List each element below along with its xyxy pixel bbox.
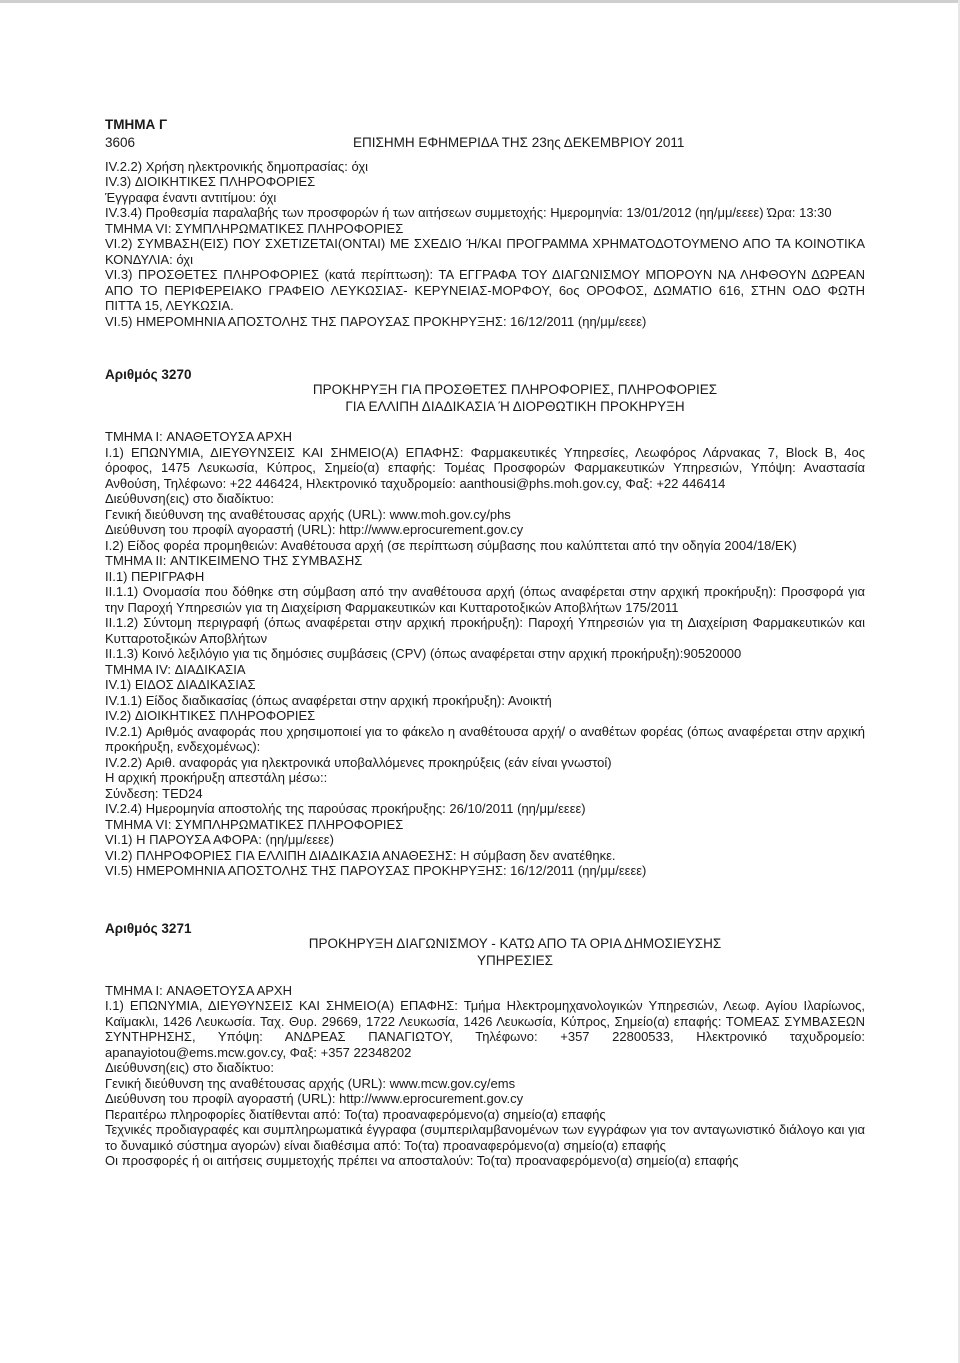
text-line: I.1) ΕΠΩΝΥΜΙΑ, ΔΙΕΥΘΥΝΣΕΙΣ ΚΑΙ ΣΗΜΕΙΟ(Α) ΕΠΑΦΗΣ: Φαρμακευτικές Υπηρεσίες, Λεωφόρος Λάρνακας 7, Block B, 4ος όροφος, 1475 Λευκωσία, Κύπρος, Σημείο(α) επαφής: Τομέας Προσφορών Φαρμακευτικών Υπηρεσιών, Υπόψη: Αναστασία Ανθούση, Τηλέφωνο: +22 446424, Ηλεκτρονικό ταχυδρομείο: aanthousi@phs.moh.gov.cy, Φαξ: +22 446414 — [105, 444, 865, 491]
text-line: IV.1.1) Είδος διαδικασίας (όπως αναφέρεται στην αρχική προκήρυξη): Ανοικτή — [105, 692, 552, 708]
text-line: II.1) ΠΕΡΙΓΡΑΦΗ — [105, 568, 205, 584]
text-line: Σύνδεση: TED24 — [105, 785, 203, 801]
page-number: 3606 — [105, 134, 136, 150]
gazette-title: ΕΠΙΣΗΜΗ ΕΦΗΜΕΡΙΔΑ ΤΗΣ 23ης ΔΕΚΕΜΒΡΙΟΥ 2011 — [353, 134, 685, 150]
text-line: ΤΜΗΜΑ I: ΑΝΑΘΕΤΟΥΣΑ ΑΡΧΗ — [105, 982, 292, 998]
text-line: IV.2.1) Αριθμός αναφοράς που χρησιμοποιεί για το φάκελο η αναθέτουσα αρχή/ ο αναθέτων φορέας (όπως αναφέρεται στην αρχική προκήρυξη, ενδεχομένως): — [105, 723, 865, 754]
text-line: ΤΜΗΜΑ VI: ΣΥΜΠΛΗΡΩΜΑΤΙΚΕΣ ΠΛΗΡΟΦΟΡΙΕΣ — [105, 816, 404, 832]
text-line: ΤΜΗΜΑ IV: ΔΙΑΔΙΚΑΣΙΑ — [105, 661, 246, 677]
page-header — [105, 135, 865, 152]
text-line: VI.2) ΠΛΗΡΟΦΟΡΙΕΣ ΓΙΑ ΕΛΛΙΠΗ ΔΙΑΔΙΚΑΣΙΑ ΑΝΑΘΕΣΗΣ: Η σύμβαση δεν ανατέθηκε. — [105, 847, 616, 863]
text-line: VI.1) Η ΠΑΡΟΥΣΑ ΑΦΟΡΑ: (ηη/μμ/εεεε) — [105, 832, 334, 847]
text-line: IV.3.4) Προθεσμία παραλαβής των προσφορών ή των αιτήσεων συμμετοχής: Ημερομηνία: 13/01/2012 (ηη/μμ/εεεε) Ώρα: 13:30 — [105, 205, 832, 220]
text-line: IV.2.2) Αριθ. αναφοράς για ηλεκτρονικά υποβαλλόμενες προκηρύξεις (εάν είναι γνωστοί) — [105, 754, 612, 770]
text-line: VI.5) ΗΜΕΡΟΜΗΝΙΑ ΑΠΟΣΤΟΛΗΣ ΤΗΣ ΠΑΡΟΥΣΑΣ ΠΡΟΚΗΡΥΞΗΣ: 16/12/2011 (ηη/μμ/εεεε) — [105, 863, 647, 878]
text-line: I.2) Είδος φορέα προμηθειών: Αναθέτουσα αρχή (σε περίπτωση σύμβασης που καλύπτεται από την οδηγία 2004/18/ΕΚ) — [105, 537, 797, 553]
text-line: Διεύθυνση(εις) στο διαδίκτυο: — [105, 491, 274, 506]
text-line: ΤΜΗΜΑ II: ΑΝΤΙΚΕΙΜΕΝΟ ΤΗΣ ΣΥΜΒΑΣΗΣ — [105, 553, 363, 568]
text-line: Διεύθυνση(εις) στο διαδίκτυο: — [105, 1060, 274, 1075]
notice-number: Αριθμός 3270 — [105, 367, 192, 382]
notice-title-line: ΥΠΗΡΕΣΙΕΣ — [477, 952, 553, 968]
text-line: VI.3) ΠΡΟΣΘΕΤΕΣ ΠΛΗΡΟΦΟΡΙΕΣ (κατά περίπτωση): ΤΑ ΕΓΓΡΑΦΑ ΤΟΥ ΔΙΑΓΩΝΙΣΜΟΥ ΜΠΟΡΟΥΝ ΝΑ ΛΗΦΘΟΥΝ ΔΩΡΕΑΝ ΑΠΟ ΤΟ ΠΕΡΙΦΕΡΕΙΑΚΟ ΓΡΑΦΕΙΟ ΛΕΥΚΩΣΙΑΣ- ΚΕΡΥΝΕΙΑΣ-ΜΟΡΦΟΥ, 6ος ΟΡΟΦΟΣ, ΔΩΜΑΤΙΟ 616, ΣΤΗΝ ΟΔΟ ΦΩΤΗ ΠΙΤΤΑ 15, ΛΕΥΚΩΣΙΑ. — [105, 267, 865, 313]
notice-title-line: ΓΙΑ ΕΛΛΙΠΗ ΔΙΑΔΙΚΑΣΙΑ Ή ΔΙΟΡΘΩΤΙΚΗ ΠΡΟΚΗΡΥΞΗ — [345, 399, 685, 414]
text-line: Οι προσφορές ή οι αιτήσεις συμμετοχής πρέπει να αποσταλούν: Το(τα) προαναφερόμενο(α) σημείο(α) επαφής — [105, 1153, 739, 1168]
text-line: Γενική διεύθυνση της αναθέτουσας αρχής (URL): www.moh.gov.cy/phs — [105, 506, 511, 522]
notice-body — [105, 983, 865, 1169]
document-page — [105, 117, 865, 1169]
text-line: IV.1) ΕΙΔΟΣ ΔΙΑΔΙΚΑΣΙΑΣ — [105, 677, 256, 692]
text-line: Τεχνικές προδιαγραφές και συμπληρωματικά έγγραφα (συμπεριλαμβανομένων των εγγράφων για τον ανταγωνιστικό διάλογο και για το δυναμικό σύστημα αγορών) είναι διαθέσιμα από: Το(τα) προαναφερόμενο(α) σημείο(α) επαφής — [105, 1122, 865, 1153]
notice-title-line: ΠΡΟΚΗΡΥΞΗ ΓΙΑ ΠΡΟΣΘΕΤΕΣ ΠΛΗΡΟΦΟΡΙΕΣ, ΠΛΗΡΟΦΟΡΙΕΣ — [312, 382, 718, 397]
notice-title — [105, 921, 865, 969]
text-line: IV.2.2) Χρήση ηλεκτρονικής δημοπρασίας: όχι — [105, 158, 369, 174]
text-line: I.1) ΕΠΩΝΥΜΙΑ, ΔΙΕΥΘΥΝΣΕΙΣ ΚΑΙ ΣΗΜΕΙΟ(Α) ΕΠΑΦΗΣ: Τμήμα Ηλεκτρομηχανολογικών Υπηρεσιών, Λεωφ. Αγίου Ιλαρίωνος, Καϊμακλι, 1426 Λευκωσία. Ταχ. Θυρ. 29669, 1722 Λευκωσία, 1426 Λευκωσία, Κύπρος, Σημείο(α) επαφής: ΤΟΜΕΑΣ ΣΥΜΒΑΣΕΩΝ ΣΥΝΤΗΡΗΣΗΣ, Υπόψη: ΑΝΔΡΕΑΣ ΠΑΝΑΓΙΩΤΟΥ, Τηλέφωνο: +357 22800533, Ηλεκτρονικό ταχυδρομείο: apanayiotou@ems.mcw.gov.cy, Φαξ: +357 22348202 — [105, 998, 865, 1060]
top-block — [105, 159, 865, 330]
text-line: Έγγραφα έναντι αντιτίμου: όχι — [105, 189, 277, 205]
notice-title — [105, 367, 865, 415]
text-line: ΤΜΗΜΑ I: ΑΝΑΘΕΤΟΥΣΑ ΑΡΧΗ — [105, 429, 292, 444]
notice-title-line: ΠΡΟΚΗΡΥΞΗ ΔΙΑΓΩΝΙΣΜΟΥ - ΚΑΤΩ ΑΠΟ ΤΑ ΟΡΙΑ ΔΗΜΟΣΙΕΥΣΗΣ — [308, 935, 722, 951]
text-line: II.1.2) Σύντομη περιγραφή (όπως αναφέρεται στην αρχική προκήρυξη): Παροχή Υπηρεσιών για τη Διαχείριση Φαρμακευτικών και Κυτταροτοξικών Αποβλήτων — [105, 615, 865, 646]
text-line: Γενική διεύθυνση της αναθέτουσας αρχής (URL): www.mcw.gov.cy/ems — [105, 1075, 516, 1091]
text-line: IV.3) ΔΙΟΙΚΗΤΙΚΕΣ ΠΛΗΡΟΦΟΡΙΕΣ — [105, 174, 316, 189]
text-line: II.1.3) Κοινό λεξιλόγιο για τις δημόσιες συμβάσεις (CPV) (όπως αναφέρεται στην αρχική προκήρυξη):90520000 — [105, 646, 742, 661]
text-line: VI.2) ΣΥΜΒΑΣΗ(ΕΙΣ) ΠΟΥ ΣΧΕΤΙΖΕΤΑΙ(ΟΝΤΑΙ) ΜΕ ΣΧΕΔΙΟ Ή/ΚΑΙ ΠΡΟΓΡΑΜΜΑ ΧΡΗΜΑΤΟΔΟΤΟΥΜΕΝΟ ΑΠΟ ΤΑ ΚΟΙΝΟΤΙΚΑ ΚΟΝΔΥΛΙΑ: όχι — [105, 236, 865, 267]
text-line: VI.5) ΗΜΕΡΟΜΗΝΙΑ ΑΠΟΣΤΟΛΗΣ ΤΗΣ ΠΑΡΟΥΣΑΣ ΠΡΟΚΗΡΥΞΗΣ: 16/12/2011 (ηη/μμ/εεεε) — [105, 313, 647, 329]
notice-3271 — [105, 921, 865, 1169]
section-heading: ΤΜΗΜΑ Γ — [105, 117, 168, 132]
notice-3270 — [105, 367, 865, 879]
notice-body — [105, 429, 865, 879]
text-line: Διεύθυνση του προφίλ αγοραστή (URL): http://www.eprocurement.gov.cy — [105, 522, 524, 537]
text-line: Η αρχική προκήρυξη απεστάλη μέσω:: — [105, 770, 328, 785]
text-line: IV.2) ΔΙΟΙΚΗΤΙΚΕΣ ΠΛΗΡΟΦΟΡΙΕΣ — [105, 708, 316, 723]
text-line: ΤΜΗΜΑ VI: ΣΥΜΠΛΗΡΩΜΑΤΙΚΕΣ ΠΛΗΡΟΦΟΡΙΕΣ — [105, 220, 404, 236]
text-line: II.1.1) Ονομασία που δόθηκε στη σύμβαση από την αναθέτουσα αρχή (όπως αναφέρεται στην αρχική προκήρυξη): Προσφορά για την Παροχή Υπηρεσιών για τη Διαχείριση Φαρμακευτικών και Κυτταροτοξικών Αποβλήτων 175/2011 — [105, 584, 865, 615]
text-line: Διεύθυνση του προφίλ αγοραστή (URL): http://www.eprocurement.gov.cy — [105, 1091, 524, 1106]
notice-number: Αριθμός 3271 — [105, 920, 192, 936]
text-line: IV.2.4) Ημερομηνία αποστολής της παρούσας προκήρυξης: 26/10/2011 (ηη/μμ/εεεε) — [105, 801, 586, 816]
scan-edge-top — [0, 0, 960, 3]
text-line: Περαιτέρω πληροφορίες διατίθενται από: Το(τα) προαναφερόμενο(α) σημείο(α) επαφής — [105, 1106, 606, 1122]
